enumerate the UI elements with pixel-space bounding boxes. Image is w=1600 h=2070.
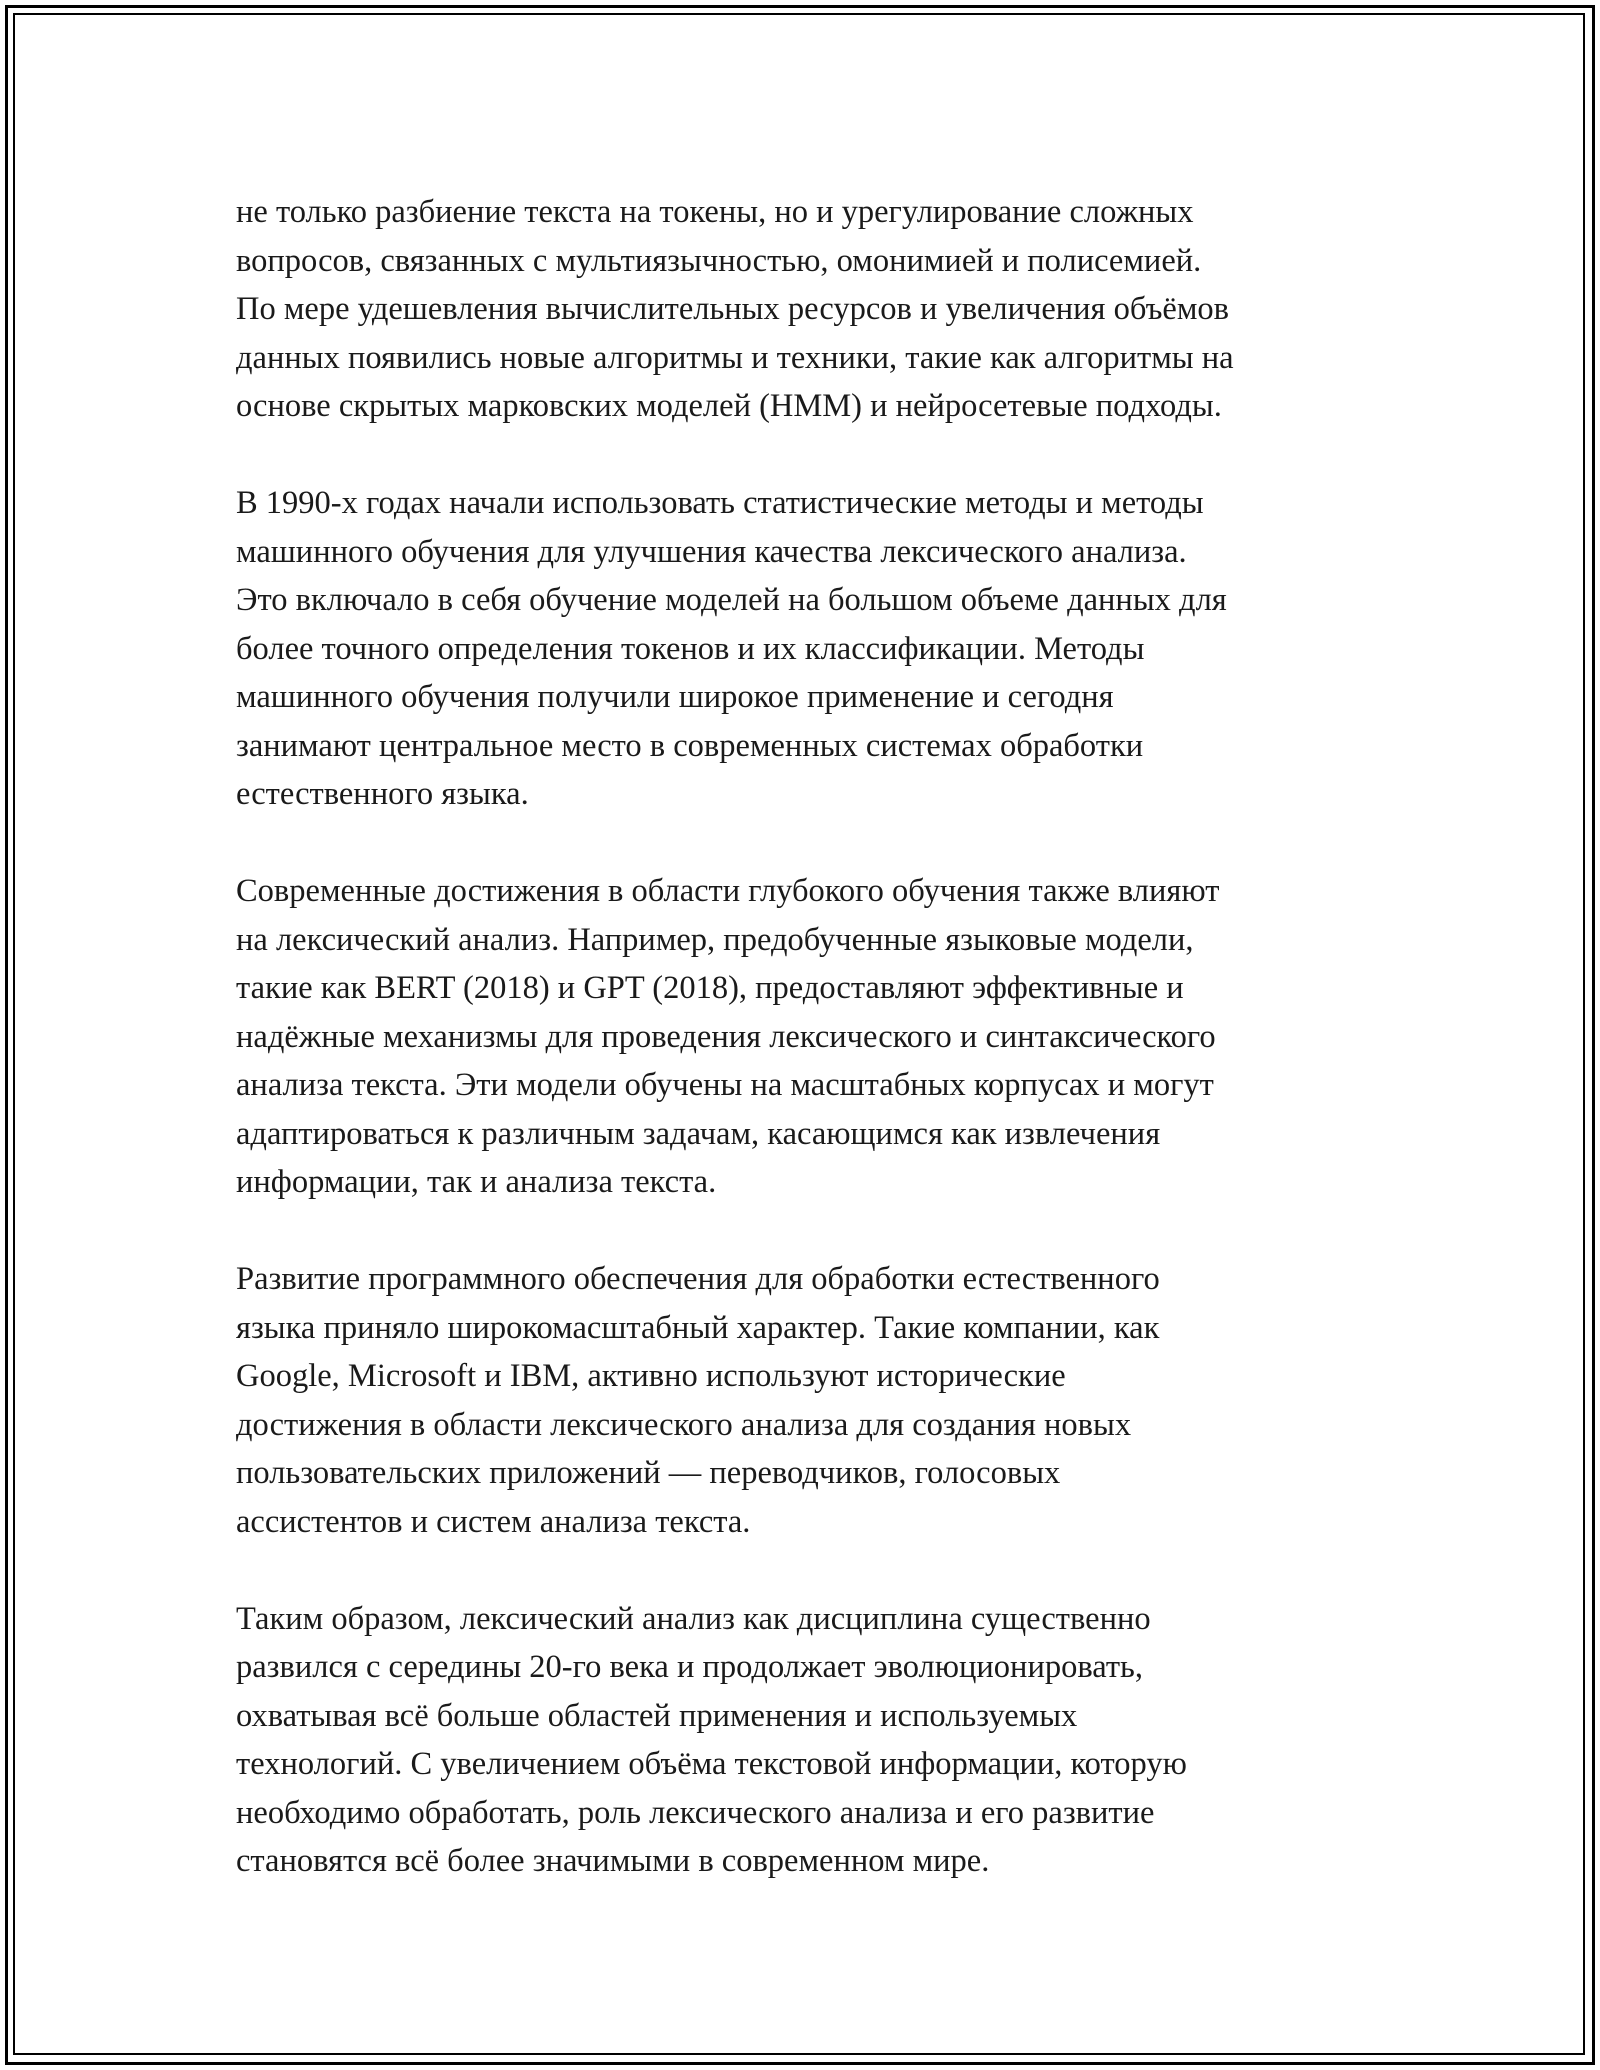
text-line: не только разбиение текста на токены, но и урегулирование сложных — [236, 194, 1194, 230]
text-line: необходимо обработать, роль лексического анализа и его развитие — [236, 1794, 1155, 1831]
paragraph-5 — [236, 1595, 1436, 1886]
text-line: анализа текста. Эти модели обучены на масштабных корпусах и могут — [236, 1067, 1214, 1103]
text-line: вопросов, связанных с мультиязычностью, омонимией и полисемией. — [236, 242, 1202, 279]
paragraph-1 — [236, 188, 1436, 431]
text-line: Это включало в себя обучение моделей на большом объеме данных для — [236, 582, 1227, 618]
text-line: естественного языка. — [236, 776, 529, 812]
text-line: основе скрытых марковских моделей (HMM) и нейросетевые подходы. — [236, 388, 1222, 424]
text-line: на лексический анализ. Например, предобученные языковые модели, — [236, 921, 1194, 958]
text-line: становятся всё более значимыми в современном мире. — [236, 1843, 990, 1879]
text-line: языка приняло широкомасштабный характер. Такие компании, как — [236, 1309, 1160, 1346]
text-line: По мере удешевления вычислительных ресурсов и увеличения объёмов — [236, 291, 1229, 327]
text-line: данных появились новые алгоритмы и техники, такие как алгоритмы на — [236, 339, 1234, 376]
text-line: машинного обучения получили широкое применение и сегодня — [236, 679, 1114, 715]
paragraph-3 — [236, 867, 1436, 1207]
text-line: Развитие программного обеспечения для обработки естественного — [236, 1261, 1160, 1297]
text-line: В 1990-х годах начали использовать статистические методы и методы — [236, 485, 1204, 521]
text-line: достижения в области лексического анализа для создания новых — [236, 1406, 1132, 1443]
paragraph-4 — [236, 1255, 1436, 1546]
paragraph-2 — [236, 479, 1436, 819]
text-line: технологий. С увеличением объёма текстовой информации, которую — [236, 1746, 1187, 1782]
text-line: такие как BERT (2018) и GPT (2018), предоставляют эффективные и — [236, 970, 1184, 1006]
text-line: адаптироваться к различным задачам, касающимся как извлечения — [236, 1115, 1161, 1152]
text-line: более точного определения токенов и их классификации. Методы — [236, 630, 1145, 667]
text-line: надёжные механизмы для проведения лексического и синтаксического — [236, 1018, 1216, 1055]
text-line: занимают центральное место в современных системах обработки — [236, 727, 1144, 764]
text-line: Google, Microsoft и IBM, активно используют исторические — [236, 1358, 1066, 1394]
document-body — [236, 188, 1436, 1934]
text-line: пользовательских приложений — переводчиков, голосовых — [236, 1455, 1061, 1491]
text-line: развился с середины 20-го века и продолжает эволюционировать, — [236, 1649, 1143, 1685]
text-line: информации, так и анализа текста. — [236, 1164, 717, 1200]
text-line: охватывая всё больше областей применения и используемых — [236, 1697, 1078, 1734]
text-line: Современные достижения в области глубокого обучения также влияют — [236, 873, 1220, 909]
text-line: ассистентов и систем анализа текста. — [236, 1503, 751, 1540]
text-line: Таким образом, лексический анализ как дисциплина существенно — [236, 1600, 1151, 1637]
text-line: машинного обучения для улучшения качества лексического анализа. — [236, 533, 1187, 570]
